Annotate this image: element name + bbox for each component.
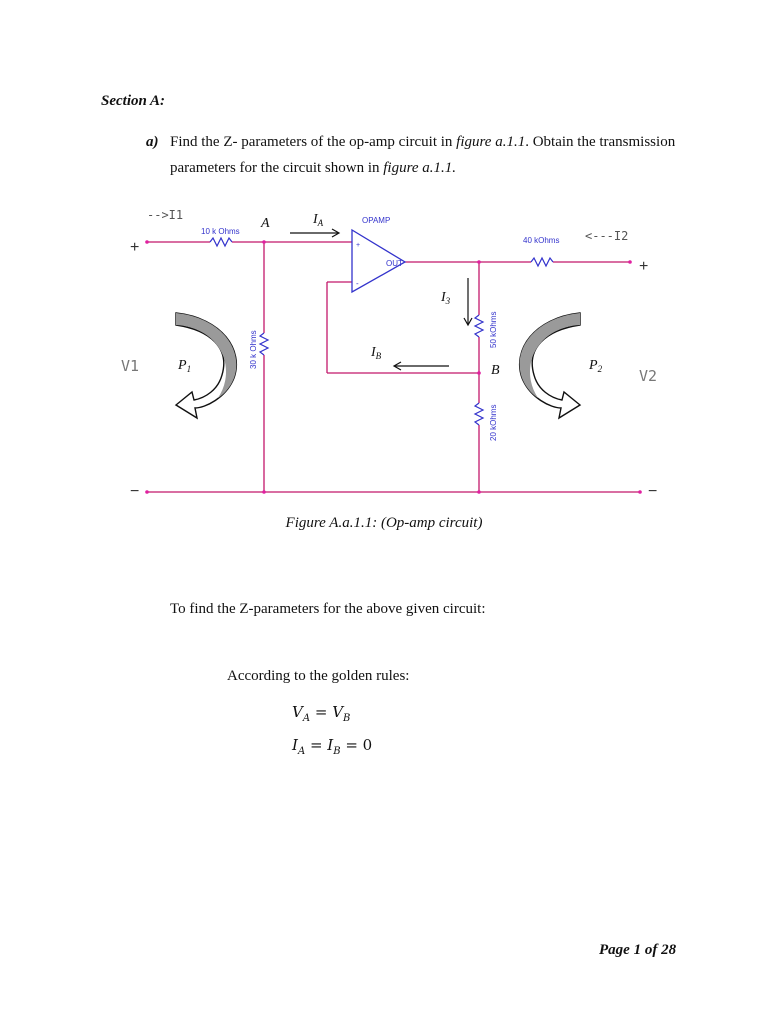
eq2-rhs: I (327, 736, 334, 754)
intro-text: To find the Z-parameters for the above given circuit: (170, 601, 486, 617)
wires (147, 242, 640, 492)
p2-label (588, 358, 603, 374)
resistor-50k (475, 315, 483, 337)
v1-label: V1 (121, 357, 140, 375)
i3-subscript: 3 (445, 296, 451, 306)
figure-reference: figure a.1.1. (383, 160, 457, 176)
resistor-30k (260, 333, 268, 355)
ib-subscript: B (375, 351, 382, 361)
i1-label: -->I1 (147, 208, 184, 222)
resistor-50k-label: 50 kOhms (489, 311, 498, 348)
eq1-rhs: V (332, 703, 344, 721)
resistor-20k (475, 403, 483, 425)
port2-curved-arrow (520, 313, 580, 418)
port1-minus-label: − (130, 483, 140, 500)
p1-text: P (178, 358, 187, 373)
figure-caption: Figure A.a.1.1: (Op-amp circuit) (285, 515, 483, 531)
svg-text:+: + (356, 242, 361, 249)
port2-minus-label: − (648, 483, 658, 500)
resistor-30k-label: 30 k Ohms (249, 330, 258, 369)
opamp-label: OPAMP (362, 216, 391, 225)
node-b-label: B (491, 363, 500, 378)
ia-text: I (313, 212, 318, 227)
eq1-rhs-sub: B (343, 713, 351, 724)
junction-nodes (145, 240, 642, 494)
page-number: Page 1 of 28 (599, 942, 677, 958)
eq2-lhs: I (292, 736, 298, 754)
eq1-op: = (310, 703, 333, 721)
v2-label: V2 (639, 367, 658, 385)
resistor-40k-label: 40 kOhms (523, 236, 560, 245)
section-title: Section A: (101, 93, 166, 109)
golden-rules-text: According to the golden rules: (227, 668, 410, 684)
p1-label (177, 358, 191, 374)
eq1-lhs-sub: A (302, 713, 311, 724)
resistor-10k-label: 10 k Ohms (201, 227, 240, 236)
resistor-40k (531, 258, 553, 266)
eq2-op: = (305, 736, 328, 754)
port2-plus-label: + (639, 258, 649, 275)
ib-label (370, 345, 382, 361)
p2-text: P (589, 358, 598, 373)
i2-label: <---I2 (585, 229, 629, 243)
node-a-label: A (261, 216, 270, 231)
eq2-lhs-sub: A (297, 746, 306, 757)
p2-subscript: 2 (597, 364, 603, 374)
resistor-20k-label: 20 kOhms (489, 404, 498, 441)
i3-text: I (441, 290, 446, 305)
eq2-rhs-sub: B (333, 746, 341, 757)
question-text: . Obtain the transmission (525, 134, 676, 150)
figure-reference: figure a.1.1 (456, 134, 526, 150)
ia-label (312, 212, 324, 228)
svg-text:-: - (356, 279, 359, 288)
equation-va-vb (292, 703, 350, 724)
i3-label (440, 290, 451, 306)
question-label: a) (146, 134, 159, 150)
eq1-lhs: V (292, 703, 303, 721)
ia-subscript: A (317, 218, 324, 228)
equation-ia-ib-zero (292, 736, 372, 757)
port1-plus-label: + (130, 239, 140, 256)
p1-subscript: 1 (186, 364, 192, 374)
question-text: Find the Z- parameters of the op-amp circuit in (170, 134, 457, 150)
question-text: parameters for the circuit shown in (170, 160, 384, 176)
eq2-tail: = 0 (340, 736, 373, 754)
resistor-10k (210, 238, 232, 246)
opamp-out-label: OUT (386, 259, 403, 268)
ib-text: I (371, 345, 376, 360)
